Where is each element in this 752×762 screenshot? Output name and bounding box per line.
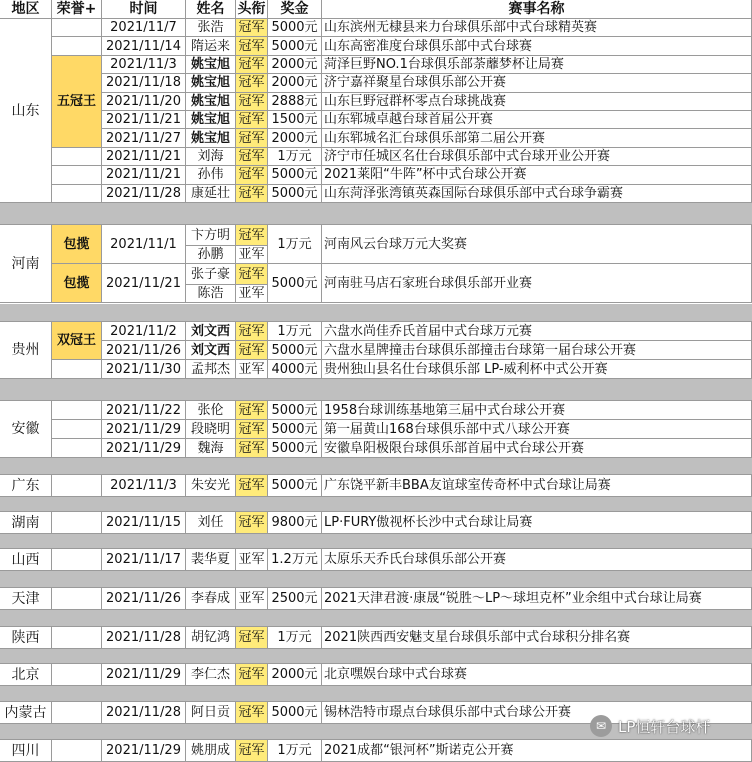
champion-name: 卞方明 <box>186 225 236 246</box>
prize-cell: 9800元 <box>268 512 322 534</box>
watermark-text: LP恒轩台球杆 <box>618 717 711 736</box>
event-cell: 山东菏泽张湾镇英森国际台球俱乐部中式台球争霸赛 <box>322 185 752 203</box>
date-cell: 2021/11/28 <box>102 702 186 724</box>
title-cell: 冠军 <box>236 129 268 147</box>
prize-cell: 5000元 <box>268 702 322 724</box>
section-divider <box>0 379 752 401</box>
title-cell: 冠军 <box>236 702 268 724</box>
honor-cell-empty <box>52 166 102 184</box>
region-cell: 山东 <box>0 19 52 203</box>
player-name: 姚朋成 <box>186 740 236 762</box>
date-cell: 2021/11/20 <box>102 93 186 111</box>
player-name: 刘文西 <box>186 341 236 360</box>
player-name: 朱安光 <box>186 475 236 497</box>
player-name: 姚宝旭 <box>186 129 236 147</box>
player-name: 孟邦杰 <box>186 360 236 379</box>
date-cell: 2021/11/3 <box>102 56 186 74</box>
prize-cell: 5000元 <box>268 341 322 360</box>
prize-cell: 1万元 <box>268 740 322 762</box>
prize-cell: 2000元 <box>268 664 322 686</box>
honor-badge: 包揽 <box>52 225 102 264</box>
prize-cell: 2000元 <box>268 129 322 147</box>
prize-cell: 5000元 <box>268 401 322 420</box>
player-name: 康延壮 <box>186 185 236 203</box>
player-name: 段晓明 <box>186 420 236 439</box>
date-cell: 2021/11/21 <box>102 111 186 129</box>
region-cell: 陕西 <box>0 627 52 649</box>
player-name: 姚宝旭 <box>186 111 236 129</box>
player-name: 刘文西 <box>186 322 236 341</box>
title-cell: 冠军 <box>236 512 268 534</box>
event-cell: 贵州独山县名仕台球俱乐部 LP-威利杯中式公开赛 <box>322 360 752 379</box>
title-champion: 冠军 <box>236 225 268 246</box>
event-cell: 广东饶平新丰BBA友谊球室传奇杯中式台球让局赛 <box>322 475 752 497</box>
date-cell: 2021/11/29 <box>102 420 186 439</box>
prize-cell: 5000元 <box>268 264 322 303</box>
player-name: 姚宝旭 <box>186 74 236 92</box>
title-cell: 冠军 <box>236 185 268 203</box>
honor-badge: 双冠王 <box>52 322 102 360</box>
player-name: 胡钇鸿 <box>186 627 236 649</box>
event-cell: 菏泽巨野NO.1台球俱乐部荼蘼梦杯让局赛 <box>322 56 752 74</box>
prize-cell: 2888元 <box>268 93 322 111</box>
runner-up-name: 陈浩 <box>186 285 236 303</box>
date-cell: 2021/11/26 <box>102 341 186 360</box>
title-cell: 冠军 <box>236 111 268 129</box>
title-cell: 冠军 <box>236 166 268 184</box>
title-cell: 冠军 <box>236 627 268 649</box>
player-name: 魏海 <box>186 439 236 458</box>
event-cell: 山东巨野冠群杯零点台球挑战赛 <box>322 93 752 111</box>
section-divider <box>0 610 752 627</box>
title-champion: 冠军 <box>236 264 268 285</box>
player-name: 阿日贡 <box>186 702 236 724</box>
region-cell: 四川 <box>0 740 52 762</box>
event-cell: 2021天津君渡·康晟“锐胜～LP～球坦克杯”业余组中式台球让局赛 <box>322 588 752 610</box>
player-name: 隋运来 <box>186 37 236 55</box>
honor-cell-empty <box>52 185 102 203</box>
event-cell: 河南驻马店石家班台球俱乐部开业赛 <box>322 264 752 303</box>
honor-cell-empty <box>52 702 102 724</box>
prize-cell: 5000元 <box>268 37 322 55</box>
title-cell: 冠军 <box>236 439 268 458</box>
region-cell: 贵州 <box>0 322 52 379</box>
date-cell: 2021/11/3 <box>102 475 186 497</box>
player-name: 张伦 <box>186 401 236 420</box>
honor-cell-empty <box>52 664 102 686</box>
event-cell: 山东郓城名汇台球俱乐部第二届公开赛 <box>322 129 752 147</box>
date-cell: 2021/11/29 <box>102 439 186 458</box>
event-cell: 安徽阜阳极限台球俱乐部首届中式台球公开赛 <box>322 439 752 458</box>
player-name: 李仁杰 <box>186 664 236 686</box>
title-cell: 冠军 <box>236 740 268 762</box>
title-cell: 冠军 <box>236 401 268 420</box>
title-cell: 亚军 <box>236 549 268 571</box>
date-cell: 2021/11/15 <box>102 512 186 534</box>
title-cell: 冠军 <box>236 74 268 92</box>
date-cell: 2021/11/30 <box>102 360 186 379</box>
event-cell: 山东滨州无棣县来力台球俱乐部中式台球精英赛 <box>322 19 752 37</box>
date-cell: 2021/11/14 <box>102 37 186 55</box>
section-divider <box>0 458 752 475</box>
prize-cell: 2000元 <box>268 74 322 92</box>
event-cell: 2021陕西西安魅支星台球俱乐部中式台球积分排名赛 <box>322 627 752 649</box>
honor-cell-empty <box>52 627 102 649</box>
event-cell: 六盘水星牌撞击台球俱乐部撞击台球第一届台球公开赛 <box>322 341 752 360</box>
title-cell: 冠军 <box>236 420 268 439</box>
event-cell: 六盘水尚佳乔氏首届中式台球万元赛 <box>322 322 752 341</box>
event-cell: 第一届黄山168台球俱乐部中式八球公开赛 <box>322 420 752 439</box>
title-cell: 冠军 <box>236 19 268 37</box>
prize-cell: 1万元 <box>268 322 322 341</box>
event-cell: 北京嘿娱台球中式台球赛 <box>322 664 752 686</box>
header-date: 时间 <box>102 0 186 19</box>
region-cell: 天津 <box>0 588 52 610</box>
region-cell: 内蒙古 <box>0 702 52 724</box>
title-cell: 亚军 <box>236 588 268 610</box>
date-cell: 2021/11/1 <box>102 225 186 264</box>
date-cell: 2021/11/21 <box>102 264 186 303</box>
title-cell: 冠军 <box>236 93 268 111</box>
event-cell: 济宁市任城区名仕台球俱乐部中式台球开业公开赛 <box>322 148 752 166</box>
date-cell: 2021/11/17 <box>102 549 186 571</box>
title-cell: 冠军 <box>236 341 268 360</box>
region-cell: 河南 <box>0 225 52 303</box>
honor-cell-empty <box>52 19 102 37</box>
honor-cell-empty <box>52 549 102 571</box>
region-cell: 山西 <box>0 549 52 571</box>
runner-up-name: 孙鹏 <box>186 246 236 264</box>
section-divider <box>0 304 752 322</box>
event-cell: 锡林浩特市璟点台球俱乐部中式台球公开赛 <box>322 702 752 724</box>
player-name: 刘任 <box>186 512 236 534</box>
date-cell: 2021/11/21 <box>102 166 186 184</box>
header-region: 地区 <box>0 0 52 19</box>
prize-cell: 5000元 <box>268 420 322 439</box>
watermark <box>590 712 750 740</box>
title-cell: 冠军 <box>236 475 268 497</box>
prize-cell: 4000元 <box>268 360 322 379</box>
prize-cell: 5000元 <box>268 439 322 458</box>
player-name: 张浩 <box>186 19 236 37</box>
title-cell: 冠军 <box>236 148 268 166</box>
player-name: 李春成 <box>186 588 236 610</box>
header-honor: 荣誉+ <box>52 0 102 19</box>
date-cell: 2021/11/29 <box>102 664 186 686</box>
honor-cell-empty <box>52 148 102 166</box>
title-cell: 亚军 <box>236 360 268 379</box>
header-title: 头衔 <box>236 0 268 19</box>
header-name: 姓名 <box>186 0 236 19</box>
honor-cell-empty <box>52 588 102 610</box>
date-cell: 2021/11/27 <box>102 129 186 147</box>
section-divider <box>0 203 752 225</box>
honor-cell-empty <box>52 401 102 420</box>
event-cell: 2021莱阳“牛阵”杯中式台球公开赛 <box>322 166 752 184</box>
date-cell: 2021/11/28 <box>102 185 186 203</box>
champion-name: 张子豪 <box>186 264 236 285</box>
prize-cell: 1.2万元 <box>268 549 322 571</box>
player-name: 裴华夏 <box>186 549 236 571</box>
section-divider <box>0 534 752 549</box>
date-cell: 2021/11/2 <box>102 322 186 341</box>
honor-cell-empty <box>52 420 102 439</box>
section-divider <box>0 686 752 702</box>
prize-cell: 1万元 <box>268 225 322 264</box>
event-cell: LP·FURY傲视杯长沙中式台球让局赛 <box>322 512 752 534</box>
honor-cell-empty <box>52 37 102 55</box>
header-event: 赛事名称 <box>322 0 752 19</box>
honor-cell-empty <box>52 360 102 379</box>
prize-cell: 2500元 <box>268 588 322 610</box>
date-cell: 2021/11/28 <box>102 627 186 649</box>
date-cell: 2021/11/22 <box>102 401 186 420</box>
honor-cell-empty <box>52 512 102 534</box>
player-name: 姚宝旭 <box>186 56 236 74</box>
event-cell: 河南风云台球万元大奖赛 <box>322 225 752 264</box>
prize-cell: 5000元 <box>268 19 322 37</box>
event-cell: 1958台球训练基地第三届中式台球公开赛 <box>322 401 752 420</box>
event-cell: 山东高密准度台球俱乐部中式台球赛 <box>322 37 752 55</box>
date-cell: 2021/11/29 <box>102 740 186 762</box>
prize-cell: 1万元 <box>268 148 322 166</box>
section-divider <box>0 497 752 512</box>
event-cell: 山东郓城卓越台球首届公开赛 <box>322 111 752 129</box>
prize-cell: 1万元 <box>268 627 322 649</box>
player-name: 孙伟 <box>186 166 236 184</box>
date-cell: 2021/11/26 <box>102 588 186 610</box>
honor-badge: 五冠王 <box>52 56 102 148</box>
event-cell: 2021成都“银河杯”斯诺克公开赛 <box>322 740 752 762</box>
honor-cell-empty <box>52 740 102 762</box>
prize-cell: 2000元 <box>268 56 322 74</box>
honor-cell-empty <box>52 475 102 497</box>
title-cell: 冠军 <box>236 56 268 74</box>
title-runner-up: 亚军 <box>236 246 268 264</box>
date-cell: 2021/11/21 <box>102 148 186 166</box>
title-cell: 冠军 <box>236 664 268 686</box>
section-divider <box>0 649 752 664</box>
title-cell: 冠军 <box>236 37 268 55</box>
title-runner-up: 亚军 <box>236 285 268 303</box>
honor-cell-empty <box>52 439 102 458</box>
prize-cell: 5000元 <box>268 185 322 203</box>
event-cell: 济宁嘉祥聚星台球俱乐部公开赛 <box>322 74 752 92</box>
honor-badge: 包揽 <box>52 264 102 303</box>
event-cell: 太原乐天乔氏台球俱乐部公开赛 <box>322 549 752 571</box>
section-divider <box>0 571 752 588</box>
player-name: 刘海 <box>186 148 236 166</box>
title-cell: 冠军 <box>236 322 268 341</box>
date-cell: 2021/11/18 <box>102 74 186 92</box>
player-name: 姚宝旭 <box>186 93 236 111</box>
wechat-icon: ✉ <box>590 715 612 737</box>
region-cell: 北京 <box>0 664 52 686</box>
header-prize: 奖金 <box>268 0 322 19</box>
prize-cell: 5000元 <box>268 166 322 184</box>
prize-cell: 5000元 <box>268 475 322 497</box>
date-cell: 2021/11/7 <box>102 19 186 37</box>
region-cell: 湖南 <box>0 512 52 534</box>
prize-cell: 1500元 <box>268 111 322 129</box>
region-cell: 安徽 <box>0 401 52 458</box>
region-cell: 广东 <box>0 475 52 497</box>
